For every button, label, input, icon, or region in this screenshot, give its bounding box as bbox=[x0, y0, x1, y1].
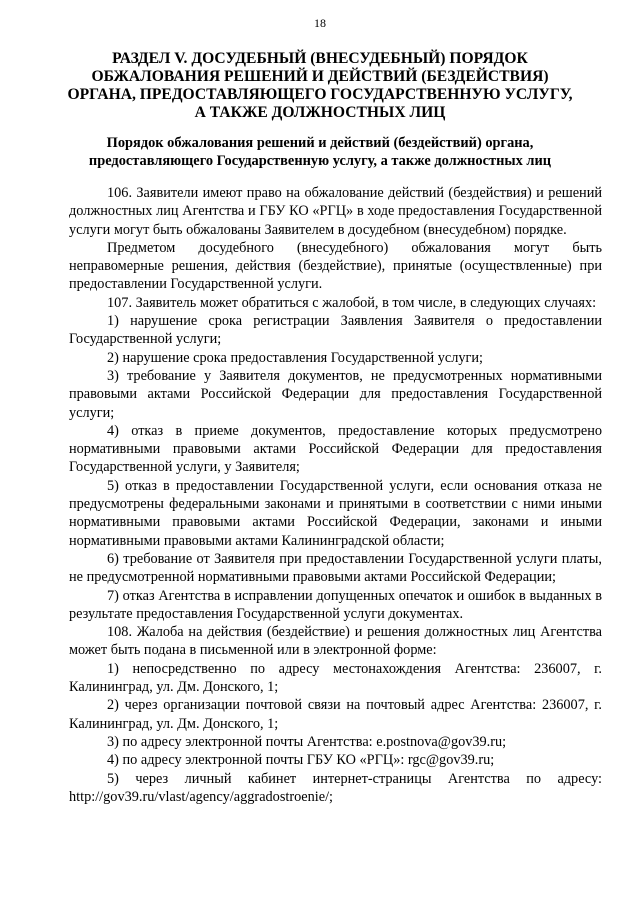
paragraph-appeal-subject: Предметом досудебного (внесудебного) обжалования могут быть неправомерные решения, действия (бездействие), принятые (осуществленные) при предоставлении Государственной услуги. bbox=[69, 239, 602, 293]
document-body bbox=[69, 184, 602, 806]
list-item: 6) требование от Заявителя при предоставлении Государственной услуги платы, не предусмотренной нормативными правовыми актами Российской Федерации; bbox=[69, 550, 602, 586]
section-title: РАЗДЕЛ V. ДОСУДЕБНЫЙ (ВНЕСУДЕБНЫЙ) ПОРЯДОК ОБЖАЛОВАНИЯ РЕШЕНИЙ И ДЕЙСТВИЙ (БЕЗДЕЙСТВИЯ) ОРГАНА, ПРЕДОСТАВЛЯЮЩЕГО ГОСУДАРСТВЕННУЮ УСЛУГУ, А ТАКЖЕ ДОЛЖНОСТНЫХ ЛИЦ bbox=[67, 50, 573, 121]
subsection-title: Порядок обжалования решений и действий (бездействий) органа, предоставляющего Государственную услугу, а также должностных лиц bbox=[88, 135, 552, 169]
list-item: 1) непосредственно по адресу местонахождения Агентства: 236007, г. Калининград, ул. Дм. Донского, 1; bbox=[69, 660, 602, 696]
list-item: 2) через организации почтовой связи на почтовый адрес Агентства: 236007, г. Калининград, ул. Дм. Донского, 1; bbox=[69, 697, 602, 732]
list-item: 5) через личный кабинет интернет-страницы Агентства по адресу: http://gov39.ru/vlast/agency/aggradostroenie/; bbox=[69, 770, 602, 805]
list-item: 3) по адресу электронной почты Агентства: e.postnova@gov39.ru; bbox=[107, 733, 507, 750]
list-item: 1) нарушение срока регистрации Заявления Заявителя о предоставлении Государственной услуги; bbox=[69, 313, 602, 348]
list-item: 4) по адресу электронной почты ГБУ КО «РГЦ»: rgc@gov39.ru; bbox=[107, 752, 495, 769]
paragraph-106: 106. Заявители имеют право на обжалование действий (бездействия) и решений должностных лиц Агентства и ГБУ КО «РГЦ» в ходе предоставления Государственной услуги могут быть обжалованы Заявителем в досудебном (внесудебном) порядке. bbox=[69, 185, 602, 238]
list-item: 3) требование у Заявителя документов, не предусмотренных нормативными правовыми актами Российской Федерации для предоставления Государственной услуги; bbox=[69, 367, 602, 421]
paragraph-107: 107. Заявитель может обратиться с жалобой, в том числе, в следующих случаях: bbox=[107, 294, 597, 311]
page-number: 18 bbox=[314, 16, 326, 30]
paragraph-108: 108. Жалоба на действия (бездействие) и решения должностных лиц Агентства может быть подана в письменной или в электронной форме: bbox=[69, 624, 602, 659]
list-item: 4) отказ в приеме документов, предоставление которых предусмотрено нормативными правовыми актами Российской Федерации для предоставления Государственной услуги, у Заявителя; bbox=[69, 422, 602, 476]
list-item: 5) отказ в предоставлении Государственной услуги, если основания отказа не предусмотрены федеральными законами и принятыми в соответствии с ними иными нормативными правовыми актами Российской Федерации, законами и иными нормативными правовыми актами Калининградской области; bbox=[69, 477, 602, 549]
list-item: 7) отказ Агентства в исправлении допущенных опечаток и ошибок в выданных в результате предоставления Государственной услуги документах. bbox=[69, 587, 602, 622]
list-item: 2) нарушение срока предоставления Государственной услуги; bbox=[107, 349, 484, 366]
